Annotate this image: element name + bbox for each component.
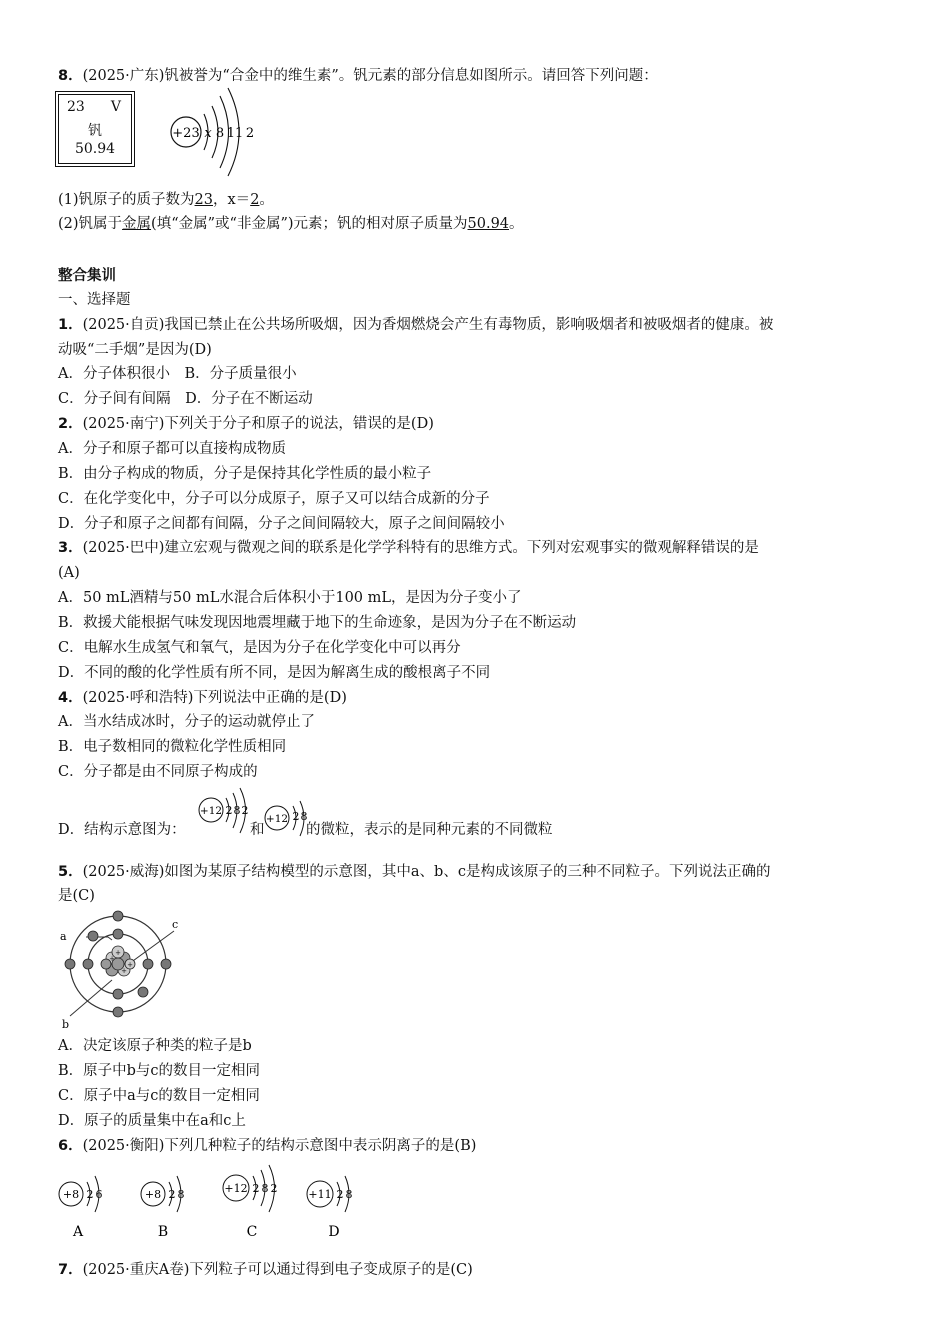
- svg-text:+11: +11: [308, 1188, 332, 1201]
- atomic-number: 23: [67, 99, 85, 115]
- q4-option-d-and: 和: [250, 822, 265, 838]
- q5-option-a: A．决定该原子种类的粒子是b: [58, 1038, 252, 1054]
- q2-option-b: B．由分子构成的物质，分子是保持其化学性质的最小粒子: [58, 466, 432, 482]
- q4-option-d-rest: 的微粒，表示的是同种元素的不同微粒: [306, 822, 553, 838]
- answer-atomic-mass: 50.94: [467, 216, 510, 232]
- svg-text:B: B: [157, 1224, 169, 1240]
- q6-particle-diagrams: [52, 1164, 372, 1244]
- svg-text:8: 8: [345, 1188, 353, 1201]
- svg-text:D: D: [328, 1224, 340, 1240]
- nucleus-charge: +23: [172, 126, 200, 141]
- svg-text:+8: +8: [62, 1188, 80, 1201]
- q2-option-a: A．分子和原子都可以直接构成物质: [58, 441, 286, 457]
- atomic-mass: 50.94: [74, 141, 116, 157]
- q8-part1: (1)钒原子的质子数为23，x＝2。: [58, 192, 274, 208]
- svg-text:+: +: [109, 955, 115, 963]
- svg-text:+: +: [127, 961, 133, 969]
- svg-text:2: 2: [241, 804, 249, 817]
- q4-option-b: B．电子数相同的微粒化学性质相同: [58, 739, 287, 755]
- section-subtitle: 一、选择题: [58, 292, 131, 308]
- q5-stem-cont: 是(C): [58, 888, 95, 904]
- particle-c-diagram: [223, 1165, 278, 1240]
- q4-option-d: D．结构示意图为：: [58, 822, 186, 838]
- svg-text:8: 8: [177, 1188, 185, 1201]
- answer-proton-number: 23: [194, 192, 213, 208]
- q4-option-a: A．当水结成冰时，分子的运动就停止了: [58, 714, 315, 730]
- particle-b-diagram: [141, 1176, 185, 1240]
- q2-option-c: C．在化学变化中，分子可以分成原子，原子又可以结合成新的分子: [58, 491, 490, 507]
- element-name: 钒: [88, 123, 102, 139]
- answer-x: 2: [250, 192, 260, 208]
- q8-part2: (2)钒属于金属(填“金属”或“非金属”)元素；钒的相对原子质量为50.94。: [58, 216, 524, 232]
- svg-text:2: 2: [252, 1182, 260, 1195]
- svg-text:2: 2: [168, 1188, 176, 1201]
- svg-text:+: +: [121, 967, 127, 975]
- q8-number: 8．: [58, 68, 83, 84]
- particle-d-diagram: [307, 1176, 353, 1240]
- q6-stem: 6．(2025·衡阳)下列几种粒子的结构示意图中表示阴离子的是(B): [58, 1138, 477, 1154]
- svg-text:2: 2: [336, 1188, 344, 1201]
- q2-stem: 2．(2025·南宁)下列关于分子和原子的说法，错误的是(D): [58, 416, 434, 432]
- particle-a-diagram: [59, 1176, 103, 1240]
- q8-stem: 8．(2025·广东)钒被誉为“合金中的维生素”。钒元素的部分信息如图所示。请回答下列问题：: [58, 68, 658, 84]
- atom-model-diagram: [56, 906, 180, 1030]
- element-symbol: V: [110, 99, 121, 115]
- q3-option-b: B．救援犬能根据气味发现因地震埋藏于地下的生命迹象，是因为分子在不断运动: [58, 615, 577, 631]
- q1-stem: 1．(2025·自贡)我国已禁止在公共场所吸烟，因为香烟燃烧会产生有毒物质，影响吸烟者和被吸烟者的健康。被: [58, 317, 774, 333]
- q7-stem: 7．(2025·重庆A卷)下列粒子可以通过得到电子变成原子的是(C): [58, 1262, 473, 1278]
- q4-option-c: C．分子都是由不同原子构成的: [58, 764, 258, 780]
- svg-text:C: C: [246, 1224, 258, 1240]
- q1-options-cd: C．分子间有间隔 D．分子在不断运动: [58, 391, 313, 407]
- q4-atom2-diagram: [262, 798, 310, 842]
- svg-text:8: 8: [261, 1182, 269, 1195]
- svg-text:+12: +12: [265, 813, 289, 825]
- svg-text:8: 8: [215, 126, 225, 141]
- label-b: b: [62, 1018, 70, 1030]
- svg-text:8: 8: [233, 804, 241, 817]
- svg-text:2: 2: [270, 1182, 278, 1195]
- vanadium-atom-structure-diagram: [168, 84, 273, 184]
- q3-stem: 3．(2025·巴中)建立宏观与微观之间的联系是化学学科特有的思维方式。下列对宏观事实的微观解释错误的是: [58, 540, 759, 556]
- q5-option-c: C．原子中a与c的数目一定相同: [58, 1088, 260, 1104]
- q4-stem: 4．(2025·呼和浩特)下列说法中正确的是(D): [58, 690, 347, 706]
- label-c: c: [172, 918, 179, 931]
- q3-option-c: C．电解水生成氢气和氧气，是因为分子在化学变化中可以再分: [58, 640, 461, 656]
- svg-text:+: +: [115, 949, 121, 957]
- q3-answer: (A): [58, 565, 80, 581]
- svg-text:2: 2: [245, 126, 255, 141]
- label-a: a: [60, 930, 67, 943]
- q5-stem: 5．(2025·威海)如图为某原子结构模型的示意图，其中a、b、c是构成该原子的三种不同粒子。下列说法正确的: [58, 864, 771, 880]
- svg-text:x: x: [204, 126, 212, 141]
- section-title: 整合集训: [58, 268, 116, 284]
- q3-option-a: A．50 mL酒精与50 mL水混合后体积小于100 mL，是因为分子变小了: [58, 590, 522, 606]
- q5-option-d: D．原子的质量集中在a和c上: [58, 1113, 246, 1129]
- svg-text:+12: +12: [199, 805, 223, 817]
- answer-element-type: 金属: [122, 216, 152, 232]
- svg-text:2: 2: [292, 810, 300, 823]
- q4-atom1-diagram: [196, 786, 254, 840]
- svg-text:A: A: [72, 1224, 84, 1240]
- q3-option-d: D．不同的酸的化学性质有所不同，是因为解离生成的酸根离子不同: [58, 665, 491, 681]
- svg-text:8: 8: [300, 810, 308, 823]
- vanadium-element-card: [58, 94, 132, 164]
- svg-text:2: 2: [225, 804, 233, 817]
- q2-option-d: D．分子和原子之间都有间隔，分子之间间隔较大，原子之间间隔较小: [58, 516, 505, 532]
- q1-options-ab: A．分子体积很小 B．分子质量很小: [58, 366, 297, 382]
- svg-text:11: 11: [226, 126, 244, 141]
- svg-text:+12: +12: [224, 1182, 248, 1195]
- svg-text:+8: +8: [144, 1188, 162, 1201]
- q1-stem-cont: 动吸“二手烟”是因为(D): [58, 342, 212, 358]
- svg-text:2: 2: [86, 1188, 94, 1201]
- q5-option-b: B．原子中b与c的数目一定相同: [58, 1063, 261, 1079]
- svg-text:6: 6: [95, 1188, 103, 1201]
